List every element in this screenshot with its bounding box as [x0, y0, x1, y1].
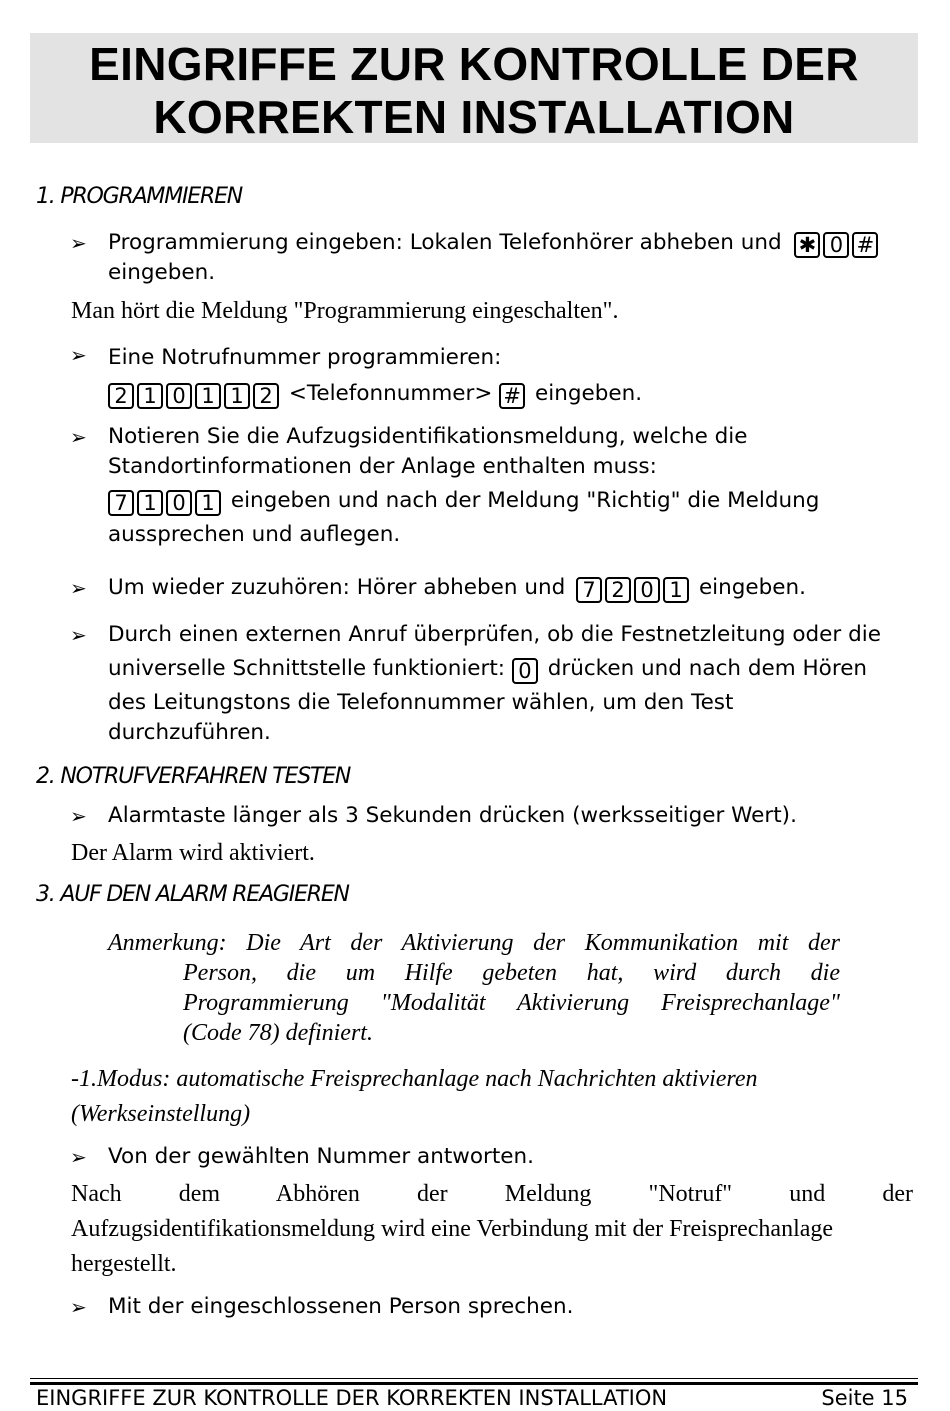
bullet-text: Eine Notrufnummer programmieren:: [108, 345, 502, 370]
bullet-text: eingeben.: [698, 575, 806, 600]
footer-divider: [30, 1382, 918, 1385]
bullet-arrow-icon: ➢: [70, 623, 87, 647]
key-1: 1: [663, 577, 689, 603]
bullet-text: universelle Schnittstelle funktioniert:: [108, 656, 506, 681]
bullet-arrow-icon: ➢: [70, 804, 87, 828]
key-7: 7: [576, 577, 602, 603]
bullet-text: aussprechen und auflegen.: [108, 522, 401, 547]
paragraph: Der Alarm wird aktiviert.: [71, 840, 315, 866]
bullet-text: des Leitungstons die Telefonnummer wählen, um den Test: [108, 690, 734, 715]
key-2: 2: [605, 577, 631, 603]
section-3-heading: 3. AUF DEN ALARM REAGIEREN: [36, 882, 349, 907]
key-0: 0: [634, 577, 660, 603]
bullet-text: Um wieder zuzuhören: Hörer abheben und: [108, 575, 566, 600]
key-1: 1: [137, 383, 163, 409]
bullet-text: eingeben und nach der Meldung "Richtig" die Meldung: [230, 488, 820, 513]
key-0: 0: [512, 658, 538, 684]
paragraph: Man hört die Meldung "Programmierung eingeschalten".: [71, 298, 619, 324]
bullet-arrow-icon: ➢: [70, 231, 87, 255]
key-2: 2: [108, 383, 134, 409]
bullet-arrow-icon: ➢: [70, 576, 87, 600]
bullet-text: eingeben.: [535, 381, 643, 406]
bullet-text: Programmierung eingeben: Lokalen Telefonhörer abheben und: [108, 230, 782, 255]
title-banner: [30, 33, 918, 143]
key-1: 1: [195, 383, 221, 409]
footer-title: EINGRIFFE ZUR KONTROLLE DER KORREKTEN INSTALLATION: [36, 1386, 668, 1410]
bullet-arrow-icon: ➢: [70, 1145, 87, 1169]
key-7: 7: [108, 490, 134, 516]
section-1-heading: 1. PROGRAMMIEREN: [36, 184, 243, 209]
bullet-text: durchzuführen.: [108, 720, 271, 745]
bullet-text: drücken und nach dem Hören: [547, 656, 868, 681]
mode-line: -1.Modus: automatische Freisprechanlage nach Nachrichten aktivieren: [71, 1066, 758, 1092]
mode-line: (Werkseinstellung): [71, 1101, 251, 1127]
key-hash: #: [499, 383, 525, 409]
title-line-2: KORREKTEN INSTALLATION: [153, 91, 795, 143]
bullet-text: Mit der eingeschlossenen Person sprechen.: [108, 1294, 574, 1319]
key-1: 1: [137, 490, 163, 516]
note-line: Person, die um Hilfe gebeten hat, wird durch die: [183, 960, 840, 986]
key-star: ✱: [794, 232, 820, 258]
page-title: [30, 33, 918, 144]
note-line: Anmerkung: Die Art der Aktivierung der Kommunikation mit der: [108, 930, 840, 956]
phone-number-placeholder: <Telefonnummer>: [288, 381, 493, 406]
paragraph-line: Nach dem Abhören der Meldung "Notruf" und der: [71, 1181, 913, 1207]
note-line: (Code 78) definiert.: [183, 1020, 373, 1046]
key-0: 0: [823, 232, 849, 258]
title-line-1: EINGRIFFE ZUR KONTROLLE DER: [89, 38, 859, 90]
bullet-arrow-icon: ➢: [70, 343, 87, 367]
bullet-arrow-icon: ➢: [70, 425, 87, 449]
key-hash: #: [852, 232, 878, 258]
key-0: 0: [166, 490, 192, 516]
mode-heading: [71, 1062, 921, 1132]
bullet-text: Alarmtaste länger als 3 Sekunden drücken (werksseitiger Wert).: [108, 803, 797, 828]
key-2: 2: [253, 383, 279, 409]
footer-divider: [30, 1378, 918, 1379]
key-1: 1: [224, 383, 250, 409]
paragraph-line: Aufzugsidentifikationsmeldung wird eine Verbindung mit der Freisprechanlage: [71, 1216, 834, 1242]
note-block: [108, 928, 840, 1048]
bullet-text: eingeben.: [108, 260, 216, 285]
note-line: Programmierung "Modalität Aktivierung Freisprechanlage": [183, 990, 840, 1016]
bullet-text: Notieren Sie die Aufzugsidentifikationsmeldung, welche die: [108, 424, 748, 449]
bullet-text: Von der gewählten Nummer antworten.: [108, 1144, 534, 1169]
paragraph-line: hergestellt.: [71, 1251, 177, 1277]
paragraph: [71, 1177, 913, 1282]
section-2-heading: 2. NOTRUFVERFAHREN TESTEN: [36, 764, 351, 789]
bullet-text: Durch einen externen Anruf überprüfen, ob die Festnetzleitung oder die: [108, 622, 881, 647]
page-footer: [36, 1386, 908, 1410]
key-1: 1: [195, 490, 221, 516]
page-number: Seite 15: [821, 1386, 908, 1410]
key-0: 0: [166, 383, 192, 409]
bullet-text: Standortinformationen der Anlage enthalten muss:: [108, 454, 657, 479]
bullet-arrow-icon: ➢: [70, 1295, 87, 1319]
